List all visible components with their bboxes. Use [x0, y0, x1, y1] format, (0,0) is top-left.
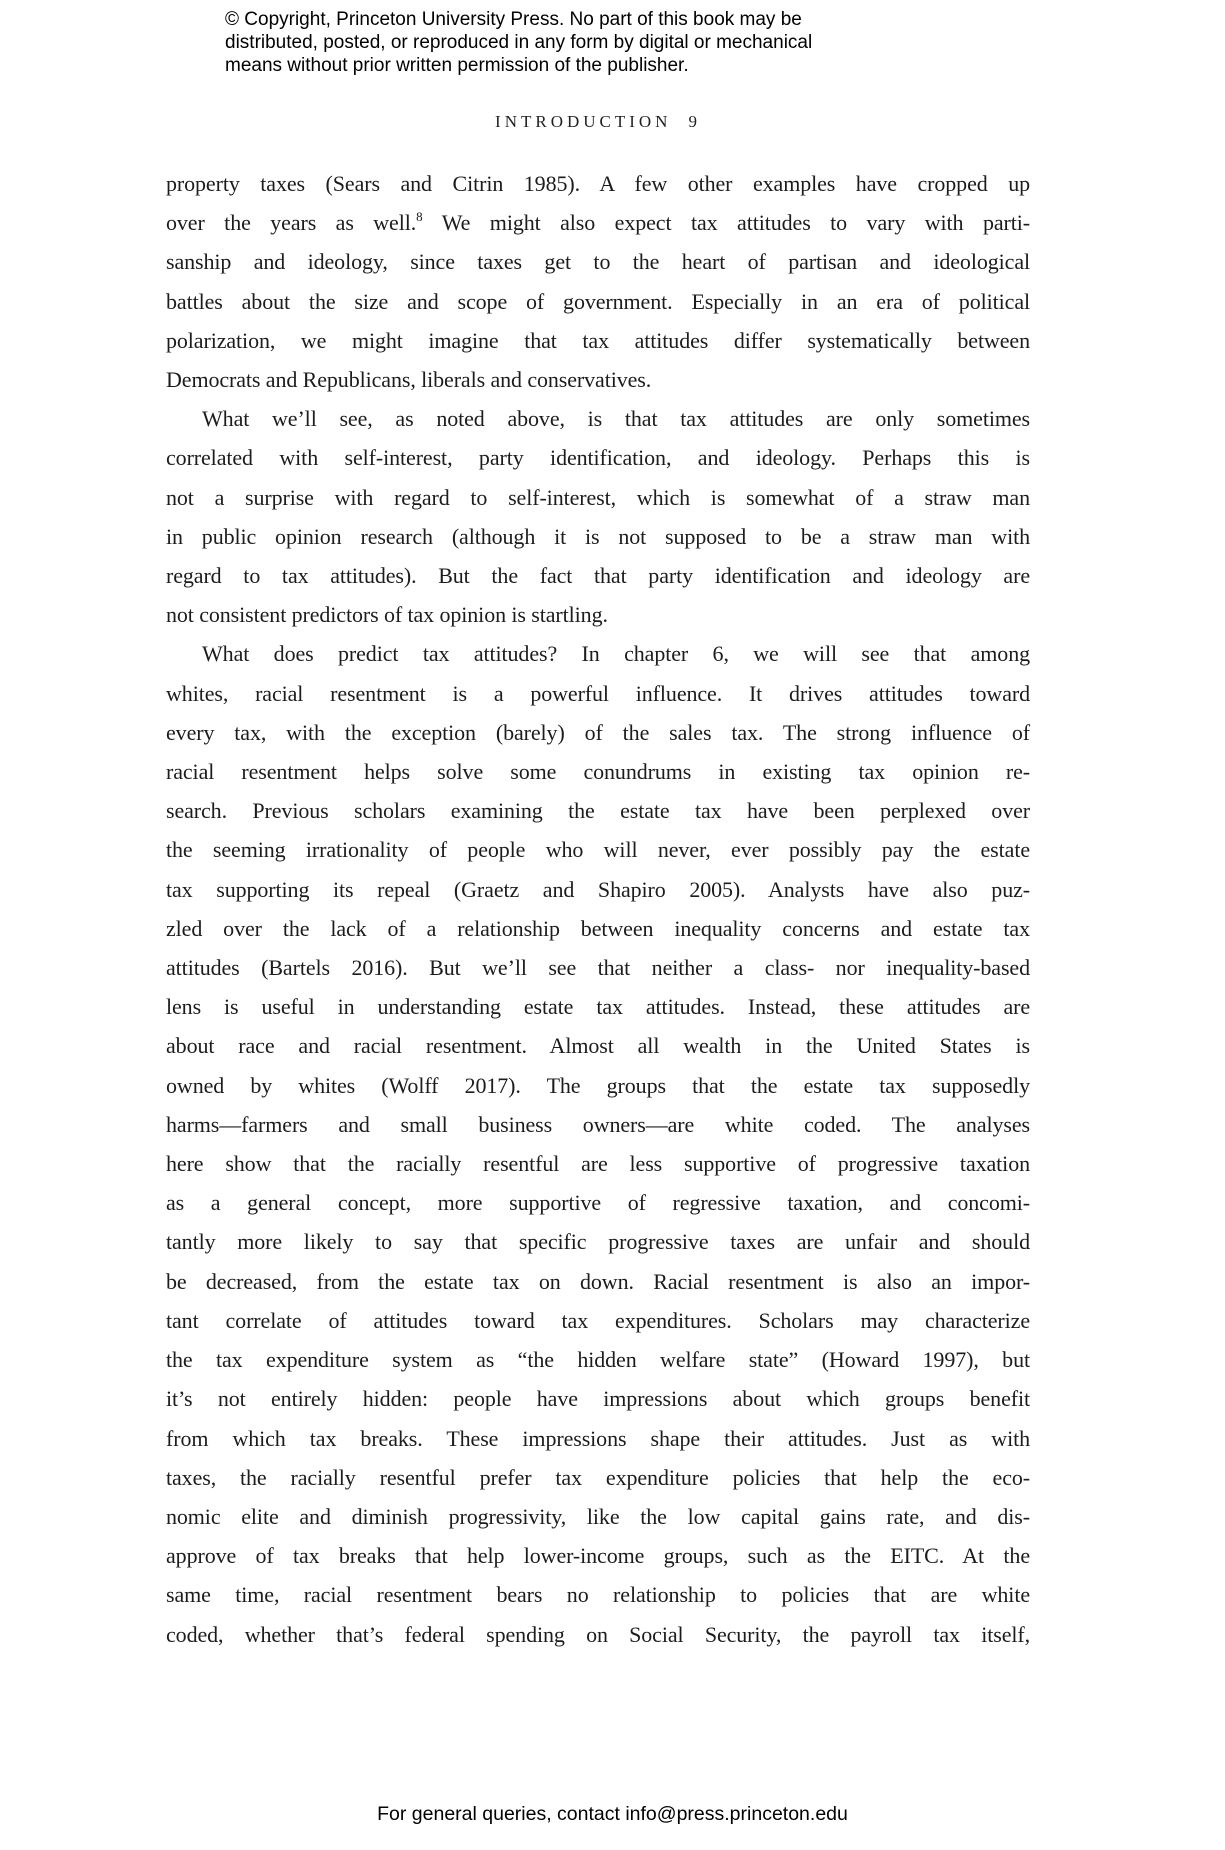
- text-line: the seeming irrationality of people who will never, ever possibly pay the estate: [166, 837, 1030, 863]
- text-line: tantly more likely to say that specific progressive taxes are unfair and should: [166, 1229, 1030, 1255]
- text-line: correlated with self-interest, party identification, and ideology. Perhaps this is: [166, 445, 1030, 471]
- paragraph: [166, 399, 1030, 634]
- text-line: Democrats and Republicans, liberals and conservatives.: [166, 367, 652, 393]
- text-line: tant correlate of attitudes toward tax expenditures. Scholars may characterize: [166, 1307, 1030, 1333]
- text-line: lens is useful in understanding estate tax attitudes. Instead, these attitudes are: [166, 994, 1030, 1020]
- text-line: whites, racial resentment is a powerful influence. It drives attitudes toward: [166, 680, 1030, 706]
- text-line: racial resentment helps solve some conundrums in existing tax opinion re-: [166, 759, 1030, 785]
- text-line: about race and racial resentment. Almost all wealth in the United States is: [166, 1033, 1030, 1059]
- text-line: What we’ll see, as noted above, is that tax attitudes are only sometimes: [202, 406, 1030, 432]
- text-line: not consistent predictors of tax opinion is startling.: [166, 602, 608, 628]
- text-line: nomic elite and diminish progressivity, like the low capital gains rate, and dis-: [166, 1503, 1030, 1529]
- text-line: in public opinion research (although it is not supposed to be a straw man with: [166, 523, 1030, 549]
- text-line: every tax, with the exception (barely) of the sales tax. The strong influence of: [166, 719, 1030, 745]
- text-line: be decreased, from the estate tax on down. Racial resentment is also an impor-: [166, 1268, 1030, 1294]
- text-line: owned by whites (Wolff 2017). The groups that the estate tax supposedly: [166, 1072, 1030, 1098]
- copyright-line: © Copyright, Princeton University Press. No part of this book may be: [225, 9, 802, 30]
- text-segment: We might also expect tax attitudes to vary with parti-: [422, 210, 1030, 236]
- text-line: polarization, we might imagine that tax attitudes differ systematically between: [166, 327, 1030, 353]
- paragraph: [166, 634, 1030, 1653]
- text-line: the tax expenditure system as “the hidden welfare state” (Howard 1997), but: [166, 1347, 1030, 1373]
- text-line: regard to tax attitudes). But the fact that party identification and ideology are: [166, 563, 1030, 589]
- text-line: it’s not entirely hidden: people have impressions about which groups benefit: [166, 1386, 1030, 1412]
- text-line: property taxes (Sears and Citrin 1985). A few other examples have cropped up: [166, 171, 1030, 196]
- running-head: [166, 112, 1030, 132]
- chapter-title: INTRODUCTION: [495, 112, 672, 131]
- text-line: search. Previous scholars examining the estate tax have been perplexed over: [166, 798, 1030, 824]
- text-line: same time, racial resentment bears no relationship to policies that are white: [166, 1582, 1030, 1608]
- text-line: [166, 203, 1030, 242]
- footer-contact: For general queries, contact info@press.princeton.edu: [377, 1803, 848, 1825]
- text-line: attitudes (Bartels 2016). But we’ll see that neither a class- nor inequality-based: [166, 955, 1030, 981]
- text-line: not a surprise with regard to self-interest, which is somewhat of a straw man: [166, 484, 1030, 510]
- text-line: here show that the racially resentful are less supportive of progressive taxation: [166, 1151, 1030, 1177]
- footnote-reference: 8: [416, 209, 423, 225]
- text-line: sanship and ideology, since taxes get to the heart of partisan and ideological: [166, 249, 1030, 275]
- text-line: as a general concept, more supportive of regressive taxation, and concomi-: [166, 1190, 1030, 1216]
- text-line: coded, whether that’s federal spending on Social Security, the payroll tax itself,: [166, 1621, 1030, 1647]
- text-line: What does predict tax attitudes? In chapter 6, we will see that among: [202, 641, 1030, 667]
- copyright-notice: [225, 8, 812, 77]
- body-text: [166, 164, 1030, 1654]
- copyright-line: distributed, posted, or reproduced in any form by digital or mechanical: [225, 32, 813, 53]
- text-line: zled over the lack of a relationship between inequality concerns and estate tax: [166, 915, 1030, 941]
- text-line: battles about the size and scope of government. Especially in an era of political: [166, 288, 1030, 314]
- text-line: harms—farmers and small business owners—are white coded. The analyses: [166, 1111, 1030, 1137]
- text-line: approve of tax breaks that help lower-income groups, such as the EITC. At the: [166, 1543, 1030, 1569]
- text-line: taxes, the racially resentful prefer tax expenditure policies that help the eco-: [166, 1464, 1030, 1490]
- paragraph: [166, 164, 1030, 399]
- text-segment: over the years as well.: [166, 210, 417, 236]
- page-number: 9: [688, 112, 701, 131]
- copyright-line: means without prior written permission of the publisher.: [225, 55, 689, 76]
- text-line: tax supporting its repeal (Graetz and Shapiro 2005). Analysts have also puz-: [166, 876, 1030, 902]
- text-line: from which tax breaks. These impressions shape their attitudes. Just as with: [166, 1425, 1030, 1451]
